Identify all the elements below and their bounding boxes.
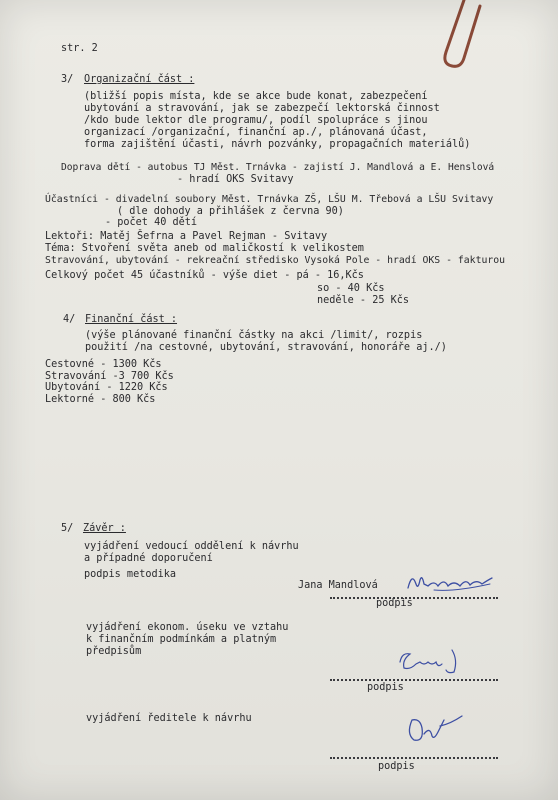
- statement-line: předpisům: [86, 646, 142, 657]
- statement-line: vyjádření ředitele k návrhu: [86, 713, 252, 724]
- podpis-label: podpis: [376, 598, 413, 609]
- page-label: str. 2: [61, 43, 98, 54]
- section-number: 5/: [61, 523, 74, 534]
- section-number: 3/: [61, 74, 74, 85]
- instruction-line: forma zajištění účasti, návrh pozvánky, propagačních materiálů): [84, 139, 471, 150]
- budget-item: Cestovné - 1300 Kčs: [45, 359, 162, 370]
- total-participants-line: Celkový počet 45 účastníků - výše diet - pá - 16,Kčs: [45, 270, 364, 281]
- statement-line: k finančním podmínkám a platným: [86, 634, 277, 645]
- budget-item: Ubytování - 1220 Kčs: [45, 382, 168, 393]
- budget-item: Stravování -3 700 Kčs: [45, 371, 174, 382]
- statement-line: vyjádření ekonom. úseku ve vztahu: [86, 622, 289, 633]
- signature-economist: [396, 646, 466, 678]
- theme-line: Téma: Stvoření světa aneb od maličkostí k velikostem: [45, 243, 364, 254]
- instruction-line: organizací /organizační, finanční ap./, plánovaná účast,: [84, 127, 428, 138]
- section-title: Závěr :: [83, 523, 126, 534]
- participants-line: - počet 40 dětí: [105, 217, 198, 228]
- section-number: 4/: [63, 314, 76, 325]
- budget-item: Lektorné - 800 Kčs: [45, 394, 156, 405]
- diet-sunday: neděle - 25 Kčs: [317, 295, 410, 306]
- instruction-line: /kdo bude lektor dle programu/, podíl spolupráce s jinou: [84, 115, 428, 126]
- participants-line: Účastníci - divadelní soubory Měst. Trnávka ZŠ, LŠU M. Třebová a LŠU Svitavy: [45, 194, 494, 205]
- lecturers-line: Lektoři: Matěj Šefrna a Pavel Rejman - Svitavy: [45, 231, 328, 242]
- instruction-line: použití /na cestovné, ubytování, stravování, honoráře aj./): [85, 342, 447, 353]
- transport-line: Doprava dětí - autobus TJ Měst. Trnávka - zajistí J. Mandlová a E. Henslová: [61, 162, 495, 173]
- podpis-label: podpis: [367, 682, 404, 693]
- instruction-line: (bližší popis místa, kde se akce bude konat, zabezpečení: [84, 91, 428, 102]
- paperclip-icon: [436, 0, 496, 80]
- section-title: Organizační část :: [84, 74, 195, 85]
- signature-mandlova: [404, 570, 500, 596]
- signature-line: [330, 757, 498, 759]
- section-title: Finanční část :: [85, 314, 178, 325]
- statement-line: a případné doporučení: [84, 553, 213, 564]
- participants-line: ( dle dohody a přihlášek z června 90): [117, 206, 344, 217]
- accommodation-line: Stravování, ubytování - rekreační středisko Vysoká Pole - hradí OKS - fakturou: [45, 255, 506, 266]
- instruction-line: ubytování a stravování, jak se zabezpečí lektorská činnost: [84, 103, 440, 114]
- methodist-name: Jana Mandlová: [298, 580, 378, 591]
- diet-saturday: so - 40 Kčs: [317, 283, 385, 294]
- transport-line: - hradí OKS Svitavy: [177, 174, 294, 185]
- signature-line: [330, 597, 498, 599]
- instruction-line: (výše plánované finanční částky na akci /limit/, rozpis: [85, 330, 423, 341]
- statement-line: podpis metodika: [84, 569, 177, 580]
- signature-director: [404, 712, 468, 748]
- signature-line: [330, 679, 498, 681]
- statement-line: vyjádření vedoucí oddělení k návrhu: [84, 541, 299, 552]
- podpis-label: podpis: [378, 761, 415, 772]
